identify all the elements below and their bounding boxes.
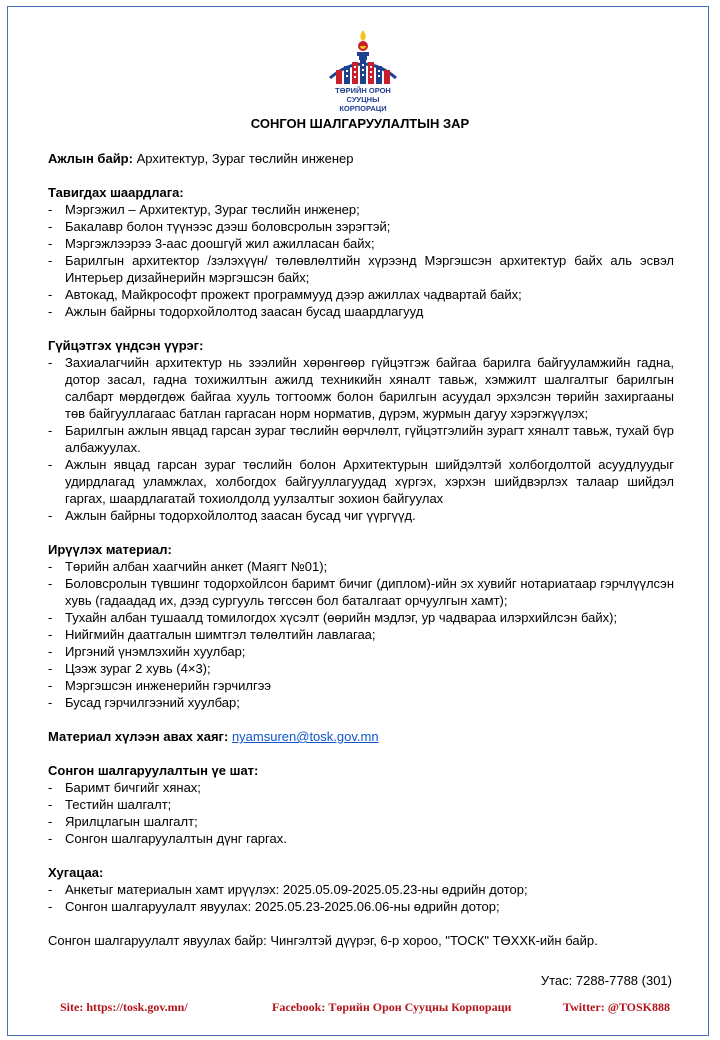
list-item: - Тухайн албан тушаалд томилогдох хүсэлт (өөрийн мэдлэг, ур чадвараа илэрхийлсэн байх); xyxy=(48,609,674,626)
list-item: - Анкетыг материалын хамт ирүүлэх: 2025.05.09-2025.05.23-ны өдрийн дотор; xyxy=(48,881,674,898)
list-item: - Ажлын байрны тодорхойлолтод заасан бусад чиг үүргүүд. xyxy=(48,507,674,524)
list-item: - Төрийн албан хаагчийн анкет (Маягт №01); xyxy=(48,558,674,575)
position-label: Ажлын байр: xyxy=(48,151,133,166)
deadline-list xyxy=(48,881,674,915)
list-item: - Нийгмийн даатгалын шимтгэл төлөлтийн лавлагаа; xyxy=(48,626,674,643)
duties-list xyxy=(48,354,674,524)
announcement-body xyxy=(48,150,674,949)
list-item: - Боловсролын түвшинг тодорхойлсон баримт бичиг (диплом)-ийн эх хувийг нотариатаар гэрчлүүлсэн хувь (гадаадад их, дээд сургууль төгссөн бол баталгаат орчуулгын хамт); xyxy=(48,575,674,609)
list-item: - Тестийн шалгалт; xyxy=(48,796,674,813)
list-item: - Ажлын байрны тодорхойлолтод заасан бусад шаардлагууд xyxy=(48,303,674,320)
list-item: - Цээж зураг 2 хувь (4×3); xyxy=(48,660,674,677)
materials-title: Ирүүлэх материал: xyxy=(48,542,172,557)
list-item: - Ярилцлагын шалгалт; xyxy=(48,813,674,830)
list-item: - Автокад, Майкрософт прожект программууд дээр ажиллах чадвартай байх; xyxy=(48,286,674,303)
list-item: - Захиалагчийн архитектур нь зээлийн хөрөнгөөр гүйцэтгэж байгаа барилга байгууламжийн гадна, дотор засал, гадна тохижилтын ажилд техникийн хяналт тавьж, хэмжилт шалгалтыг барилгын салбарт мөрдөгдөж байгаа хууль тогтоомж болон барилгын асуудал эрхэлсэн төрийн захиргааны төв байгууллагаас батлан гаргасан норм норматив, дүрэм, журмын дагуу хэрэгжүүлэх; xyxy=(48,354,674,422)
list-item: - Иргэний үнэмлэхийн хуулбар; xyxy=(48,643,674,660)
stages-title: Сонгон шалгаруулалтын үе шат: xyxy=(48,763,259,778)
location-section xyxy=(48,932,674,949)
position-value: Архитектур, Зураг төслийн инженер xyxy=(132,151,354,166)
location-text: Сонгон шалгаруулалт явуулах байр: Чингэлтэй дүүрэг, 6-р хороо, "ТОСК" ТӨХХК-ийн байр. xyxy=(48,933,598,948)
requirements-list xyxy=(48,201,674,320)
logo-line-2: КОРПОРАЦИ xyxy=(339,104,387,113)
footer-facebook-link[interactable]: Facebook: Төрийн Орон Сууцны Корпораци xyxy=(272,1000,512,1014)
contact-field xyxy=(48,728,674,745)
list-item: - Бусад гэрчилгээний хуулбар; xyxy=(48,694,674,711)
list-item: - Сонгон шалгаруулалт явуулах: 2025.05.23-2025.06.06-ны өдрийн дотор; xyxy=(48,898,674,915)
list-item: - Мэргэжил – Архитектур, Зураг төслийн инженер; xyxy=(48,201,674,218)
list-item: - Ажлын явцад гарсан зураг төслийн болон Архитектурын шийдэлтэй холбогдолтой асуудлуудыг удирдлагад уламжлах, холбогдох байгууллагуудад хүргэх, хэрхэн шийдвэрлэх талаар шийдэл гаргах, шаардлагатай тохиолдолд уулзалтыг зохион байгуулах xyxy=(48,456,674,507)
phone-number: Утас: 7288-7788 (301) xyxy=(540,973,672,988)
footer xyxy=(60,1000,670,1016)
list-item: - Мэргэшсэн инженерийн гэрчилгээ xyxy=(48,677,674,694)
email-link[interactable]: nyamsuren@tosk.gov.mn xyxy=(231,729,379,744)
stages-section xyxy=(48,762,674,847)
requirements-title: Тавигдах шаардлага: xyxy=(48,185,184,200)
duties-section xyxy=(48,337,674,524)
footer-site-link[interactable]: Site: https://tosk.gov.mn/ xyxy=(60,1000,188,1014)
duties-title: Гүйцэтгэх үндсэн үүрэг: xyxy=(48,338,204,353)
logo-caption xyxy=(318,86,408,113)
contact-label: Материал хүлээн авах хаяг: xyxy=(48,729,229,744)
logo-line-1: ТӨРИЙН ОРОН СУУЦНЫ xyxy=(335,86,391,104)
deadline-title: Хугацаа: xyxy=(48,865,104,880)
contact-section xyxy=(48,728,674,745)
list-item: - Баримт бичгийг хянах; xyxy=(48,779,674,796)
requirements-section xyxy=(48,184,674,320)
list-item: - Мэргэжлээрээ 3-аас доошгүй жил ажилласан байх; xyxy=(48,235,674,252)
position-field xyxy=(48,150,674,167)
stages-list xyxy=(48,779,674,847)
list-item: - Сонгон шалгаруулалтын дүнг гаргах. xyxy=(48,830,674,847)
document-title: СОНГОН ШАЛГАРУУЛАЛТЫН ЗАР xyxy=(250,116,470,131)
materials-list xyxy=(48,558,674,711)
list-item: - Барилгын ажлын явцад гарсан зураг төслийн өөрчлөлт, гүйцэтгэлийн зурагт хяналт тавьж, тухай бүр албажуулах. xyxy=(48,422,674,456)
list-item: - Барилгын архитектор /зэлэхүүн/ төлөвлөлтийн хүрээнд Мэргэшсэн архитектур байх аль эсвэл Интерьер дизайнерийн мэргэшсэн байх; xyxy=(48,252,674,286)
list-item: - Бакалавр болон түүнээс дээш боловсролын зэрэгтэй; xyxy=(48,218,674,235)
deadline-section xyxy=(48,864,674,915)
materials-section xyxy=(48,541,674,711)
footer-twitter-link[interactable]: Twitter: @TOSK888 xyxy=(562,1000,670,1014)
